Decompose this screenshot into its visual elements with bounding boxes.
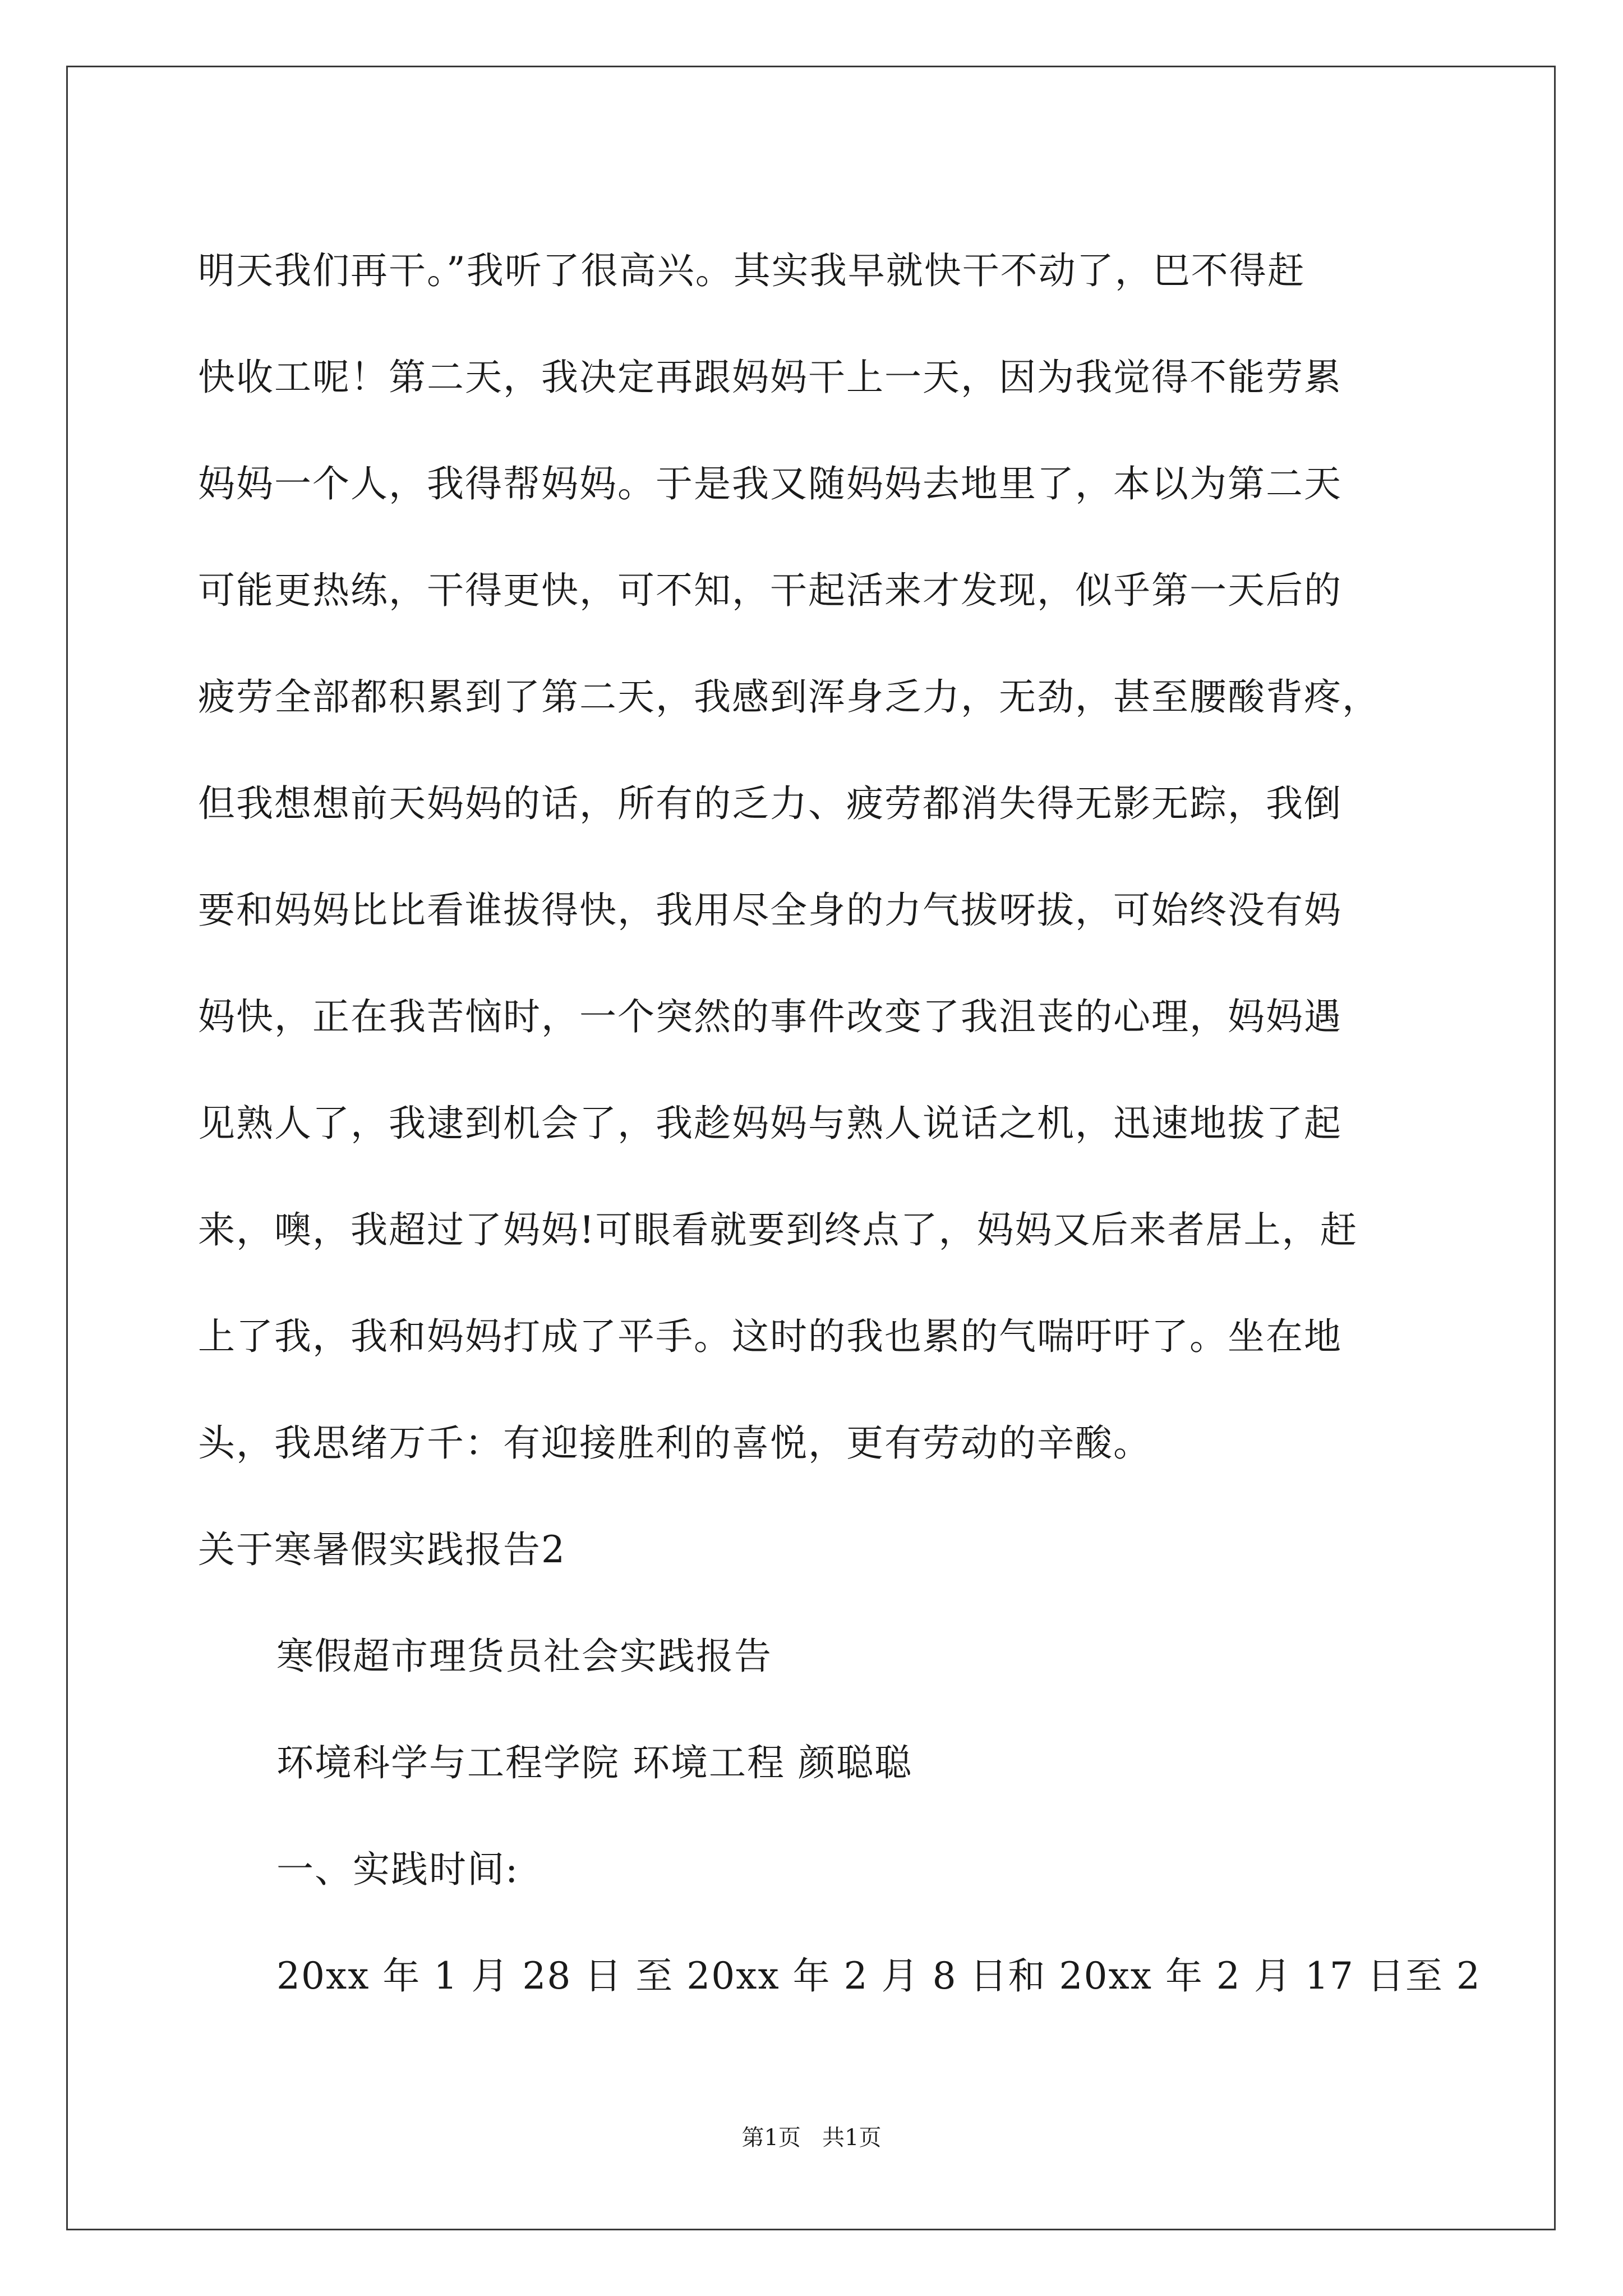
heading-practice-time: 一、实践时间: — [276, 1848, 519, 1891]
document-body — [198, 218, 1481, 2030]
paragraph-line: 要和妈妈比比看谁拔得快，我用尽全身的力气拔呀拔，可始终没有妈 — [198, 889, 1342, 932]
paragraph-line: 快收工呢！第二天，我决定再跟妈妈干上一天，因为我觉得不能劳累 — [198, 356, 1342, 399]
page-number-footer: 第1页 共1页 — [741, 2125, 882, 2151]
author-line: 环境科学与工程学院 环境工程 颜聪聪 — [276, 1741, 912, 1784]
paragraph-line: 妈妈一个人，我得帮妈妈。于是我又随妈妈去地里了，本以为第二天 — [198, 462, 1342, 505]
paragraph-line: 明天我们再干。”我听了很高兴。其实我早就快干不动了，巴不得赶 — [198, 249, 1306, 292]
paragraph-line: 上了我，我和妈妈打成了平手。这时的我也累的气喘吁吁了。坐在地 — [198, 1315, 1342, 1358]
paragraph-line: 但我想想前天妈妈的话，所有的乏力、疲劳都消失得无影无踪，我倒 — [198, 782, 1342, 825]
paragraph-line: 疲劳全部都积累到了第二天，我感到浑身乏力，无劲，甚至腰酸背疼， — [198, 675, 1380, 719]
date-line: 20xx 年 1 月 28 日 至 20xx 年 2 月 8 日和 20xx 年 2 月 17 日至 2 — [276, 1954, 1481, 1998]
paragraph-line: 见熟人了，我逮到机会了，我趁妈妈与熟人说话之机，迅速地拔了起 — [198, 1102, 1342, 1145]
paragraph-line: 来，噢，我超过了妈妈!可眼看就要到终点了，妈妈又后来者居上，赶 — [198, 1208, 1358, 1251]
paragraph-line: 可能更热练，干得更快，可不知，干起活来才发现，似乎第一天后的 — [198, 569, 1342, 612]
section-title: 关于寒暑假实践报告2 — [198, 1528, 566, 1571]
report-title: 寒假超市理货员社会实践报告 — [276, 1635, 772, 1678]
paragraph-line: 头，我思绪万千：有迎接胜利的喜悦，更有劳动的辛酸。 — [198, 1421, 1151, 1465]
paragraph-line: 妈快，正在我苦恼时，一个突然的事件改变了我沮丧的心理，妈妈遇 — [198, 995, 1342, 1038]
